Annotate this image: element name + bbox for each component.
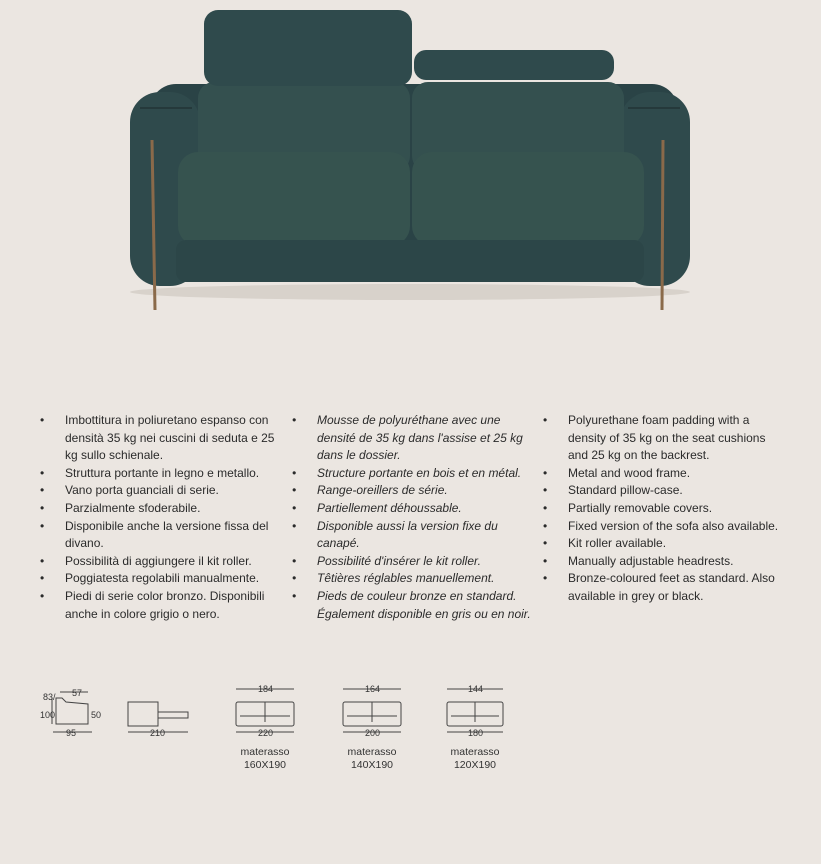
- sofa-2-mattress-label: materasso: [347, 746, 397, 758]
- english-feature-item: • Partially removable covers.: [543, 500, 783, 518]
- sofa-1-mattress-caption: [225, 746, 305, 772]
- side-depth: 95: [66, 728, 77, 738]
- french-features: [292, 412, 532, 623]
- sofa-2-outer-width: 200: [365, 728, 381, 738]
- english-feature-item: • Bronze-coloured feet as standard. Also available in grey or black.: [543, 570, 783, 605]
- italian-feature-item: • Possibilità di aggiungere il kit roller.: [40, 553, 280, 571]
- side-height-b: 100: [40, 710, 56, 720]
- sofa-2-mattress-size: 140X190: [350, 759, 394, 771]
- english-feature-item: • Manually adjustable headrests.: [543, 553, 783, 571]
- italian-feature-item: • Struttura portante in legno e metallo.: [40, 465, 280, 483]
- english-features: [543, 412, 783, 606]
- dimension-drawings: [0, 680, 821, 790]
- sofa-1-inner-width: 184: [258, 684, 274, 694]
- french-feature-item: • Possibilité d'insérer le kit roller.: [292, 553, 532, 571]
- english-feature-item: • Polyurethane foam padding with a density of 35 kg on the seat cushions and 25 kg on the backrest.: [543, 412, 783, 465]
- english-feature-item: • Fixed version of the sofa also available.: [543, 518, 783, 536]
- italian-feature-item: • Imbottitura in poliuretano espanso con densità 35 kg nei cuscini di seduta e 25 kg sullo schienale.: [40, 412, 280, 465]
- italian-feature-item: • Piedi di serie color bronzo. Disponibili anche in colore grigio o nero.: [40, 588, 280, 623]
- italian-feature-item: • Poggiatesta regolabili manualmente.: [40, 570, 280, 588]
- sofa-illustration: [0, 0, 821, 380]
- english-feature-item: • Kit roller available.: [543, 535, 783, 553]
- sofa-1-mattress-size: 160X190: [243, 759, 287, 771]
- english-feature-item: • Metal and wood frame.: [543, 465, 783, 483]
- side-top-depth: 57: [72, 688, 83, 698]
- italian-feature-list: [40, 412, 280, 623]
- italian-feature-item: • Parzialmente sfoderabile.: [40, 500, 280, 518]
- french-feature-item: • Range-oreillers de série.: [292, 482, 532, 500]
- sofa-3-mattress-label: materasso: [450, 746, 500, 758]
- english-feature-list: [543, 412, 783, 606]
- english-feature-item: • Standard pillow-case.: [543, 482, 783, 500]
- french-feature-item: • Structure portante en bois et en métal.: [292, 465, 532, 483]
- sofa-3-mattress-size: 120X190: [453, 759, 497, 771]
- open-length: 210: [150, 728, 166, 738]
- french-feature-list: [292, 412, 532, 623]
- sofa-product-image: [0, 0, 821, 380]
- french-feature-item: • Partiellement déhoussable.: [292, 500, 532, 518]
- sofa-2-mattress-caption: [332, 746, 412, 772]
- sofa-1-mattress-label: materasso: [240, 746, 290, 758]
- side-seat-height: 50: [91, 710, 102, 720]
- italian-features: [40, 412, 280, 623]
- sofa-3-inner-width: 144: [468, 684, 484, 694]
- sofa-3-outer-width: 180: [468, 728, 484, 738]
- dimension-diagrams: [0, 680, 821, 790]
- side-height-a: 83/: [43, 692, 56, 702]
- french-feature-item: • Mousse de polyuréthane avec une densité de 35 kg dans l'assise et 25 kg dans le dossier.: [292, 412, 532, 465]
- french-feature-item: • Disponible aussi la version fixe du canapé.: [292, 518, 532, 553]
- italian-feature-item: • Vano porta guanciali di serie.: [40, 482, 280, 500]
- sofa-3-mattress-caption: [435, 746, 515, 772]
- sofa-1-outer-width: 220: [258, 728, 274, 738]
- french-feature-item: • Pieds de couleur bronze en standard. Également disponible en gris ou en noir.: [292, 588, 532, 623]
- italian-feature-item: • Disponibile anche la versione fissa del divano.: [40, 518, 280, 553]
- french-feature-item: • Têtières réglables manuellement.: [292, 570, 532, 588]
- sofa-2-inner-width: 164: [365, 684, 381, 694]
